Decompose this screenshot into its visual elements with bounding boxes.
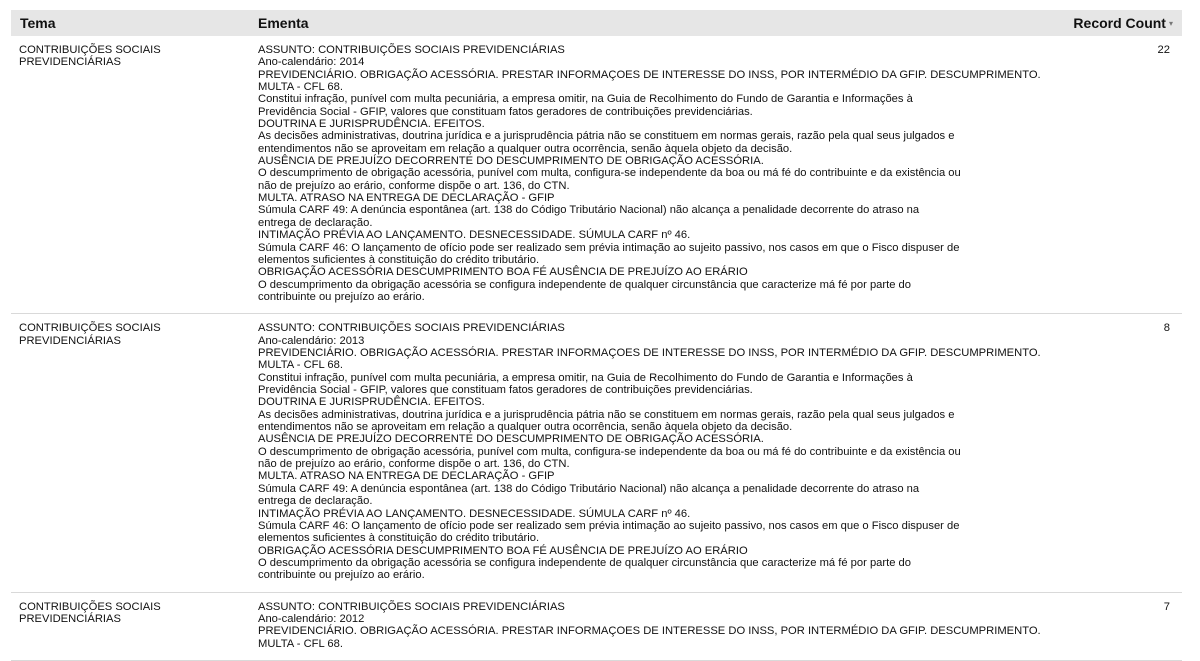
sort-desc-icon[interactable]: ▾ (1168, 18, 1173, 28)
ementa-text-line: contribuinte ou prejuízo ao erário. (258, 290, 425, 303)
table-row[interactable] (11, 36, 1182, 314)
ementa-text-line: As decisões administrativas, doutrina jurídica e a jurisprudência pátria não se constituem em normas gerais, razão pela qual seus julgados e (258, 408, 955, 421)
ementa-text-line: Constitui infração, punível com multa pecuniária, a empresa omitir, na Guia de Recolhimento do Fundo de Garantia e Informações à (258, 371, 913, 384)
table-row[interactable] (11, 314, 1182, 592)
ementa-text-line: entrega de declaração. (258, 216, 373, 229)
ementa-text-line: não de prejuízo ao erário, conforme dispõe o art. 136, do CTN. (258, 458, 570, 471)
ementa-text-line: MULTA. ATRASO NA ENTREGA DE DECLARAÇÃO - GFIP (258, 192, 555, 205)
record-count-cell: 7 (1163, 600, 1170, 613)
ementa-text-line: Ano-calendário: 2013 (258, 334, 365, 347)
ementa-text-line: Súmula CARF 46: O lançamento de ofício pode ser realizado sem prévia intimação ao sujeito passivo, nos casos em que o Fisco dispuser de (258, 519, 960, 532)
tema-cell (19, 601, 219, 626)
tema-cell (19, 322, 219, 347)
ementa-text-line: ASSUNTO: CONTRIBUIÇÕES SOCIAIS PREVIDENCIÁRIAS (258, 600, 565, 613)
table-header (11, 10, 1182, 36)
tema-text-line: CONTRIBUIÇÕES SOCIAIS (19, 600, 161, 613)
ementa-text-line: PREVIDENCIÁRIO. OBRIGAÇÃO ACESSÓRIA. PRESTAR INFORMAÇOES DE INTERESSE DO INSS, POR INTERMÉDIO DA GFIP. DESCUMPRIMENTO. (258, 625, 1041, 638)
ementa-text-line: Previdência Social - GFIP, valores que constituam fatos geradores de contribuições previdenciárias. (258, 384, 753, 397)
ementa-text-line: elementos suficientes à constituição do crédito tributário. (258, 253, 540, 266)
ementa-text-line: Súmula CARF 46: O lançamento de ofício pode ser realizado sem prévia intimação ao sujeito passivo, nos casos em que o Fisco dispuser de (258, 241, 960, 254)
tema-text-line: PREVIDENCIÁRIAS (19, 334, 121, 347)
ementa-text-line: O descumprimento da obrigação acessória se configura independente de qualquer circunstância que caracterize má fé por parte do (258, 278, 911, 291)
ementa-text-line: não de prejuízo ao erário, conforme dispõe o art. 136, do CTN. (258, 179, 570, 192)
ementa-text-line: DOUTRINA E JURISPRUDÊNCIA. EFEITOS. (258, 118, 485, 131)
data-table (11, 10, 1182, 661)
tema-cell (19, 44, 219, 69)
tema-text-line: PREVIDENCIÁRIAS (19, 56, 121, 69)
table-body (11, 36, 1182, 661)
column-header-record-count[interactable] (1073, 15, 1173, 31)
ementa-text-line: O descumprimento de obrigação acessória, punível com multa, configura-se independente da boa ou má fé do contribuinte e da existência ou (258, 167, 961, 180)
ementa-text-line: AUSÊNCIA DE PREJUÍZO DECORRENTE DO DESCUMPRIMENTO DE OBRIGAÇÃO ACESSÓRIA. (258, 155, 764, 168)
record-count-cell: 8 (1163, 322, 1170, 335)
ementa-text-line: entendimentos não se aproveitam em relação a qualquer outra ocorrência, senão àquela objeto da decisão. (258, 142, 793, 155)
tema-text-line: CONTRIBUIÇÕES SOCIAIS (19, 44, 161, 56)
ementa-text-line: ASSUNTO: CONTRIBUIÇÕES SOCIAIS PREVIDENCIÁRIAS (258, 44, 565, 56)
ementa-text-line: INTIMAÇÃO PRÉVIA AO LANÇAMENTO. DESNECESSIDADE. SÚMULA CARF nº 46. (258, 229, 691, 242)
ementa-text-line: Previdência Social - GFIP, valores que constituam fatos geradores de contribuições previdenciárias. (258, 105, 753, 118)
ementa-text-line: INTIMAÇÃO PRÉVIA AO LANÇAMENTO. DESNECESSIDADE. SÚMULA CARF nº 46. (258, 507, 691, 520)
ementa-text-line: elementos suficientes à constituição do crédito tributário. (258, 532, 540, 545)
ementa-text-line: O descumprimento da obrigação acessória se configura independente de qualquer circunstância que caracterize má fé por parte do (258, 556, 911, 569)
table-row[interactable] (11, 593, 1182, 661)
ementa-text-line: MULTA - CFL 68. (258, 81, 343, 94)
ementa-text-line: entendimentos não se aproveitam em relação a qualquer outra ocorrência, senão àquela objeto da decisão. (258, 421, 793, 434)
tema-text-line: CONTRIBUIÇÕES SOCIAIS (19, 322, 161, 335)
ementa-text-line: OBRIGAÇÃO ACESSÓRIA DESCUMPRIMENTO BOA FÉ AUSÊNCIA DE PREJUÍZO AO ERÁRIO (258, 266, 748, 279)
ementa-text-line: PREVIDENCIÁRIO. OBRIGAÇÃO ACESSÓRIA. PRESTAR INFORMAÇOES DE INTERESSE DO INSS, POR INTERMÉDIO DA GFIP. DESCUMPRIMENTO. (258, 347, 1041, 360)
ementa-text-line: Ano-calendário: 2012 (258, 613, 365, 626)
ementa-text-line: contribuinte ou prejuízo ao erário. (258, 569, 425, 582)
ementa-text-line: MULTA - CFL 68. (258, 359, 343, 372)
ementa-text-line: entrega de declaração. (258, 495, 373, 508)
ementa-cell (258, 322, 1073, 581)
column-header-tema[interactable]: Tema (20, 15, 56, 31)
ementa-text-line: As decisões administrativas, doutrina jurídica e a jurisprudência pátria não se constituem em normas gerais, razão pela qual seus julgados e (258, 130, 955, 143)
column-header-ementa[interactable]: Ementa (258, 15, 309, 31)
ementa-text-line: ASSUNTO: CONTRIBUIÇÕES SOCIAIS PREVIDENCIÁRIAS (258, 322, 565, 335)
ementa-text-line: PREVIDENCIÁRIO. OBRIGAÇÃO ACESSÓRIA. PRESTAR INFORMAÇOES DE INTERESSE DO INSS, POR INTERMÉDIO DA GFIP. DESCUMPRIMENTO. (258, 68, 1041, 81)
record-count-label: Record Count (1073, 15, 1166, 31)
ementa-cell (258, 44, 1073, 303)
ementa-cell (258, 601, 1073, 650)
ementa-text-line: Constitui infração, punível com multa pecuniária, a empresa omitir, na Guia de Recolhimento do Fundo de Garantia e Informações à (258, 93, 913, 106)
ementa-text-line: Súmula CARF 49: A denúncia espontânea (art. 138 do Código Tributário Nacional) não alcança a penalidade decorrente do atraso na (258, 482, 920, 495)
ementa-text-line: Ano-calendário: 2014 (258, 56, 365, 69)
ementa-text-line: DOUTRINA E JURISPRUDÊNCIA. EFEITOS. (258, 396, 485, 409)
tema-text-line: PREVIDENCIÁRIAS (19, 613, 121, 626)
ementa-text-line: AUSÊNCIA DE PREJUÍZO DECORRENTE DO DESCUMPRIMENTO DE OBRIGAÇÃO ACESSÓRIA. (258, 433, 764, 446)
ementa-text-line: MULTA - CFL 68. (258, 637, 343, 650)
record-count-cell: 22 (1157, 44, 1170, 56)
ementa-text-line: MULTA. ATRASO NA ENTREGA DE DECLARAÇÃO - GFIP (258, 470, 555, 483)
ementa-text-line: Súmula CARF 49: A denúncia espontânea (art. 138 do Código Tributário Nacional) não alcança a penalidade decorrente do atraso na (258, 204, 920, 217)
ementa-text-line: O descumprimento de obrigação acessória, punível com multa, configura-se independente da boa ou má fé do contribuinte e da existência ou (258, 445, 961, 458)
ementa-text-line: OBRIGAÇÃO ACESSÓRIA DESCUMPRIMENTO BOA FÉ AUSÊNCIA DE PREJUÍZO AO ERÁRIO (258, 544, 748, 557)
